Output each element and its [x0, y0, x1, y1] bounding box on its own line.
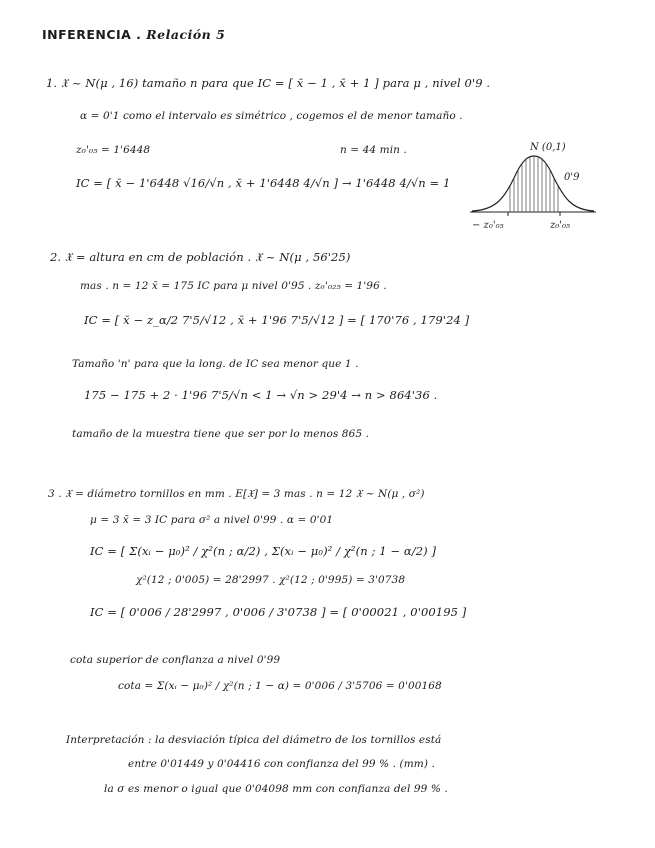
- fig-label-top: N (0,1): [530, 142, 566, 153]
- p3-upper-bound-calc: cota = Σ(xᵢ − μ₀)² / χ²(n ; 1 − α) = 0'006 / 3'5706 = 0'00168: [118, 680, 442, 692]
- title-sub: Relación 5: [146, 27, 226, 42]
- p1-alpha-line: α = 0'1 como el intervalo es simétrico , cogemos el de menor tamaño .: [80, 110, 463, 122]
- p1-z-value: z₀'₀₅ = 1'6448: [76, 144, 151, 156]
- title-main: INFERENCIA .: [42, 27, 142, 42]
- fig-label-area: 0'9: [564, 172, 580, 183]
- p3-params: μ = 3 x̄ = 3 IC para σ² a nivel 0'99 . α = 0'01: [90, 514, 334, 526]
- p2-size-question: Tamaño 'n' para que la long. de IC sea menor que 1 .: [72, 358, 359, 370]
- p1-n-result: n = 44 min .: [340, 144, 407, 156]
- fig-label-left: − z₀'₀₅: [472, 220, 504, 231]
- shaded-area: [510, 156, 558, 212]
- fig-label-right: z₀'₀₅: [550, 220, 571, 231]
- p1-statement: 1. 𝔛 ~ N(μ , 16) tamaño n para que IC = [ x̄ − 1 , x̄ + 1 ] para μ , nivel 0'9 .: [46, 76, 491, 90]
- p2-conclusion: tamaño de la muestra tiene que ser por lo menos 865 .: [72, 428, 370, 440]
- p3-interpretation-upper: la σ es menor o igual que 0'04098 mm con confianza del 99 % .: [104, 783, 448, 795]
- bell-curve: [472, 156, 594, 211]
- p3-ic-result: IC = [ 0'006 / 28'2997 , 0'006 / 3'0738 ] = [ 0'00021 , 0'00195 ]: [90, 605, 467, 619]
- p3-interpretation: Interpretación : la desviación típica del diámetro de los tornillos está: [66, 734, 442, 746]
- p2-size-calc: 175 − 175 + 2 · 1'96 7'5/√n < 1 → √n > 29'4 → n > 864'36 .: [84, 388, 438, 402]
- page-title: [42, 27, 225, 42]
- p3-statement: 3 . 𝔛 = diámetro tornillos en mm . E[𝔛] = 3 mas . n = 12 𝔛 ~ N(μ , σ²): [48, 488, 425, 500]
- p3-chi-values: χ²(12 ; 0'005) = 28'2997 . χ²(12 ; 0'995) = 3'0738: [136, 574, 406, 586]
- p3-interpretation-range: entre 0'01449 y 0'04416 con confianza del 99 % . (mm) .: [128, 758, 435, 770]
- p2-sample-line: mas . n = 12 x̄ = 175 IC para μ nivel 0'95 . z₀'₀₂₅ = 1'96 .: [80, 280, 387, 292]
- p3-upper-bound-title: cota superior de confianza a nivel 0'99: [70, 654, 281, 666]
- p3-ic-formula: IC = [ Σ(xᵢ − μ₀)² / χ²(n ; α/2) , Σ(xᵢ − μ₀)² / χ²(n ; 1 − α/2) ]: [90, 544, 437, 558]
- p1-ic-formula: IC = [ x̄ − 1'6448 √16/√n , x̄ + 1'6448 4/√n ] → 1'6448 4/√n = 1: [76, 176, 451, 190]
- p2-ic-formula: IC = [ x̄ − z_α/2 7'5/√12 , x̄ + 1'96 7'5/√12 ] = [ 170'76 , 179'24 ]: [84, 313, 470, 327]
- p2-statement: 2. 𝔛 = altura en cm de población . 𝔛 ~ N(μ , 56'25): [50, 250, 351, 264]
- normal-distribution-figure: [468, 138, 598, 242]
